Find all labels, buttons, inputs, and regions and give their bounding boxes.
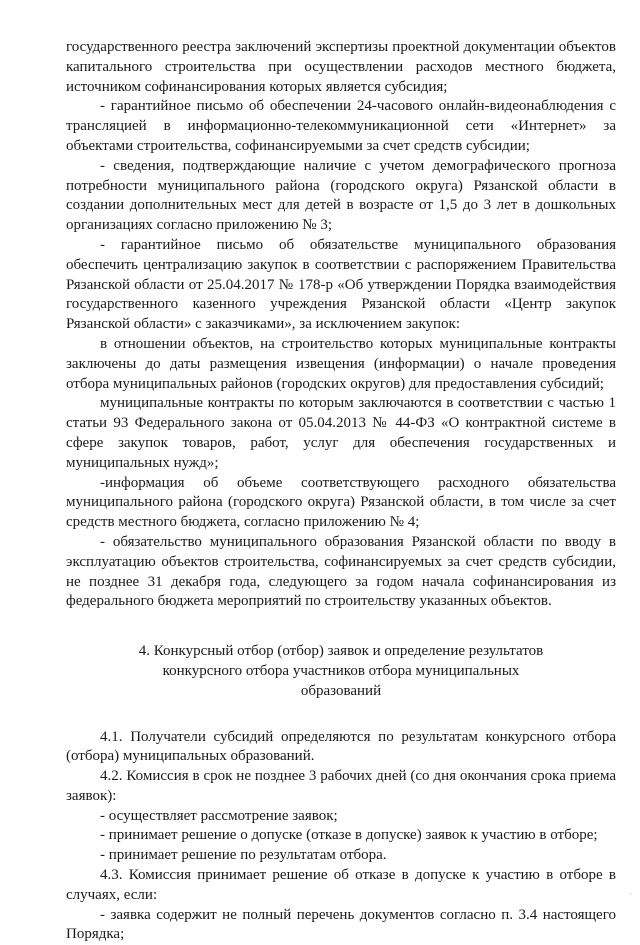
paragraph-demographic-data: - сведения, подтверждающие наличие с учетом демографического прогноза потребности муниципального района (городского округа) Рязанской области в создании дополнительных мест для детей в возрасте от 1,5 до 3 лет в дошкольных организациях согласно приложению № 3; [66,157,616,234]
list-item-review: - осуществляет рассмотрение заявок; [100,807,338,824]
section-heading-line-3: образований [300,682,382,699]
paragraph-expenditure-info: -информация об объеме соответствующего расходного обязательства муниципального района (городского округа) Рязанской области, в том числе за счет средств местного бюджета, согласно приложению № 4; [66,474,616,531]
list-item-incomplete-documents: - заявка содержит не полный перечень документов согласно п. 3.4 настоящего Порядка; [66,906,616,943]
document-body [66,38,616,945]
paragraph-exception-contracts: в отношении объектов, на строительство которых муниципальные контракты заключены до даты размещения извещения (информации) о начале проведения отбора муниципальных районов (городских округов) для предоставления субсидий; [66,335,616,392]
paragraph-centralized-procurement: - гарантийное письмо об обязательстве муниципального образования обеспечить централизацию закупок в соответствии с распоряжением Правительства Рязанской области от 25.04.2017 № 178-р «Об утверждении Порядка взаимодействия государственного казенного учреждения Рязанской области «Центр закупок Рязанской области» с заказчиками», за исключением закупок: [66,236,616,333]
scan-corner-mark: · [629,890,632,899]
paragraph-video-surveillance: - гарантийное письмо об обеспечении 24-часового онлайн-видеонаблюдения с трансляцией в информационно-телекоммуникационной сети «Интернет» за объектами строительства, софинансируемыми за счет средств субсидии; [66,98,616,154]
paragraph-4-2: 4.2. Комиссия в срок не позднее 3 рабочих дней (со дня окончания срока приема заявок): [66,768,616,804]
paragraph-exception-44fz: муниципальные контракты по которым заключаются в соответствии с частью 1 статьи 93 Федерального закона от 05.04.2013 № 44-ФЗ «О контрактной системе в сфере закупок товаров, работ, услуг для обеспечения государственных и муниципальных нужд»; [66,395,616,471]
paragraph-4-1: 4.1. Получатели субсидий определяются по результатам конкурсного отбора (отбора) муниципальных образований. [66,728,616,765]
section-heading-line-1: 4. Конкурсный отбор (отбор) заявок и определение результатов [138,643,544,660]
paragraph-commissioning-obligation: - обязательство муниципального образования Рязанской области по вводу в эксплуатацию объектов строительства, софинансируемых за счет средств субсидии, не позднее 31 декабря года, следующего за годом начала софинансирования из федерального бюджета мероприятий по строительству указанных объектов. [66,533,616,610]
section-4-heading [66,642,616,701]
paragraph-registry-continuation: государственного реестра заключений экспертизы проектной документации объектов капитального строительства при осуществлении расходов местного бюджета, источником софинансирования которых является субсидия; [66,39,616,95]
section-heading-line-2: конкурсного отбора участников отбора муниципальных [162,662,520,679]
list-item-results-decision: - принимает решение по результатам отбора. [100,847,387,864]
paragraph-4-3: 4.3. Комиссия принимает решение об отказе в допуске к участию в отборе в случаях, если: [66,867,616,903]
list-item-admission-decision: - принимает решение о допуске (отказе в допуске) заявок к участию в отборе; [100,827,598,844]
